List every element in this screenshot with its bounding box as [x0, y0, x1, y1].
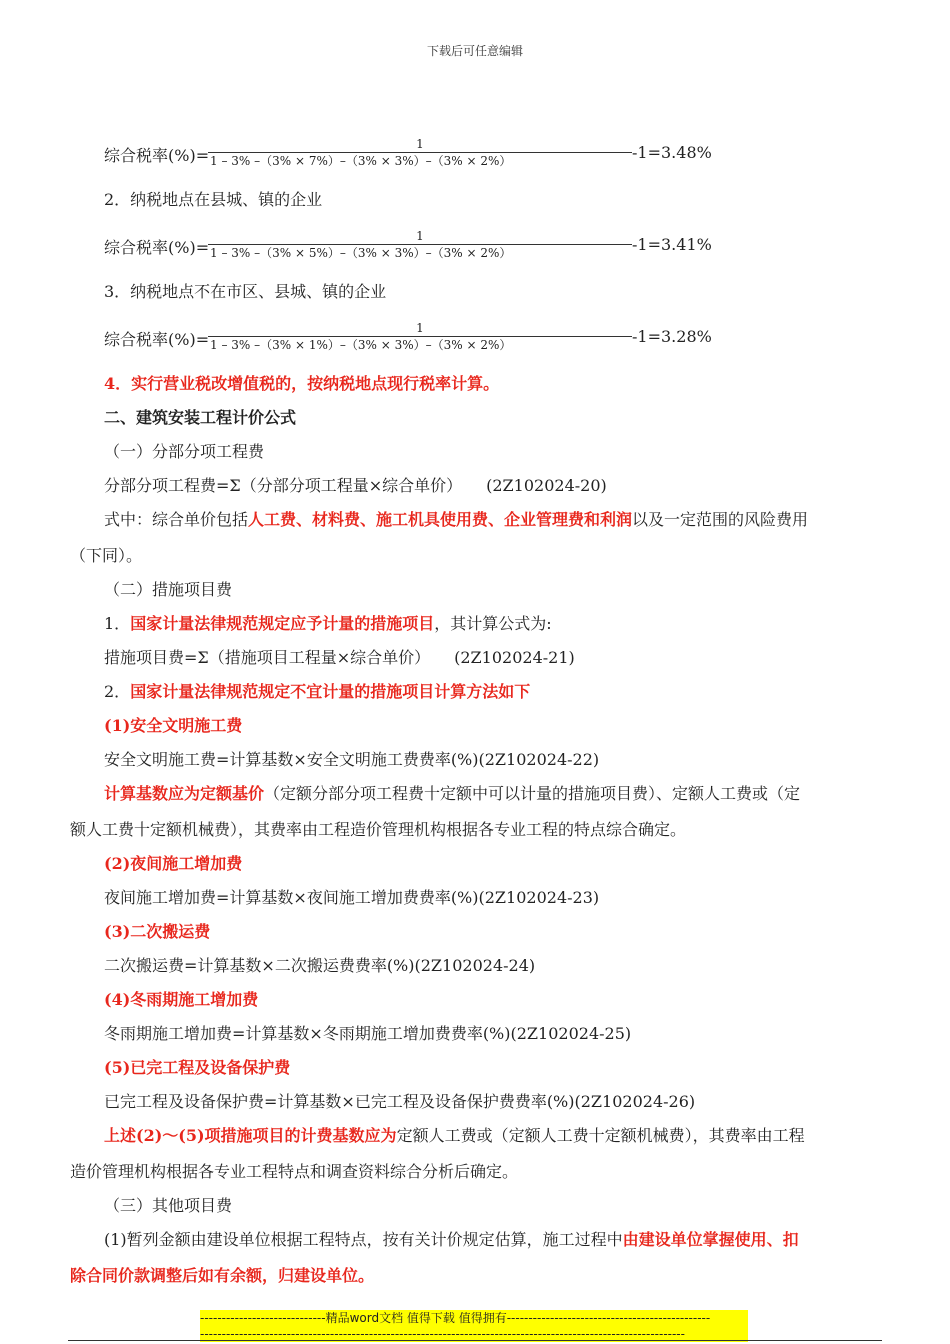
base-highlight: 计算基数应为定额基价 — [104, 784, 265, 803]
sub-item-2: (2)夜间施工增加费 — [104, 854, 243, 873]
summary-note — [104, 1126, 805, 1146]
note-highlight: 人工费、材料费、施工机具使用费、企业管理费和利润 — [248, 510, 633, 529]
fraction-numerator: 1 — [416, 321, 424, 335]
item-number: 2． — [104, 682, 131, 701]
formula-rhs: -1=3.48% — [632, 143, 712, 162]
other-item-1-cont: 除合同价款调整后如有余额，归建设单位。 — [70, 1266, 375, 1285]
measure-item-1 — [104, 614, 552, 634]
unit-price-note — [104, 510, 808, 530]
formula-23: 夜间施工增加费=计算基数×夜间施工增加费费率(%)(2Z102024-23) — [104, 888, 600, 907]
formula-lhs: 综合税率(%)= — [104, 146, 210, 165]
summary-highlight: 上述(2)～(5)项措施项目的计费基数应为 — [104, 1126, 397, 1145]
base-note — [104, 784, 800, 804]
summary-text: 定额人工费或（定额人工费十定额机械费），其费率由工程 — [396, 1126, 805, 1145]
fraction-denominator: 1 – 3% –（3% × 1%）–（3% × 3%）–（3% × 2%） — [210, 338, 512, 352]
item-highlight: 国家计量法律规范规定应予计量的措施项目 — [130, 614, 435, 633]
base-text: （定额分部分项工程费十定额中可以计量的措施项目费）、定额人工费或（定 — [264, 784, 801, 803]
formula-22: 安全文明施工费=计算基数×安全文明施工费费率(%)(2Z102024-22) — [104, 750, 600, 769]
note-text: 式中：综合单价包括 — [104, 510, 249, 529]
measure-item-2 — [104, 682, 530, 702]
fraction — [208, 320, 632, 353]
formula-20: 分部分项工程费=Σ（分部分项工程量×综合单价） (2Z102024-20) — [104, 476, 607, 495]
unit-price-note-cont: （下同）。 — [70, 546, 143, 565]
sub-item-5: (5)已完工程及设备保护费 — [104, 1058, 291, 1077]
summary-note-cont: 造价管理机构根据各专业工程特点和调查资料综合分析后确定。 — [70, 1162, 519, 1181]
subsection-1-heading: （一）分部分项工程费 — [104, 442, 265, 461]
fraction-numerator: 1 — [416, 137, 424, 151]
item-4: 4．实行营业税改增值税的，按纳税地点现行税率计算。 — [104, 374, 500, 393]
other-text: (1)暂列金额由建设单位根据工程特点，按有关计价规定估算，施工过程中 — [104, 1230, 623, 1249]
other-item-1 — [104, 1230, 799, 1250]
item-text: ，其计算公式为: — [434, 614, 552, 633]
fraction-denominator: 1 – 3% –（3% × 7%）–（3% × 3%）–（3% × 2%） — [210, 154, 512, 168]
formula-24: 二次搬运费=计算基数×二次搬运费费率(%)(2Z102024-24) — [104, 956, 536, 975]
formula-26: 已完工程及设备保护费=计算基数×已完工程及设备保护费费率(%)(2Z102024-26) — [104, 1092, 696, 1111]
footer-rule — [68, 1340, 882, 1341]
fraction-numerator: 1 — [416, 229, 424, 243]
item-highlight: 国家计量法律规范规定不宜计量的措施项目计算方法如下 — [130, 682, 531, 701]
sub-item-4: (4)冬雨期施工增加费 — [104, 990, 259, 1009]
note-text: 以及一定范围的风险费用 — [632, 510, 809, 529]
item-number: 1． — [104, 614, 131, 633]
page-header: 下载后可任意编辑 — [426, 44, 523, 58]
sub-item-1: (1)安全文明施工费 — [104, 716, 243, 735]
formula-rhs: -1=3.28% — [632, 327, 712, 346]
item-3: 3．纳税地点不在市区、县城、镇的企业 — [104, 282, 387, 301]
formula-25: 冬雨期施工增加费=计算基数×冬雨期施工增加费费率(%)(2Z102024-25) — [104, 1024, 632, 1043]
fraction-denominator: 1 – 3% –（3% × 5%）–（3% × 3%）–（3% × 2%） — [210, 246, 512, 260]
subsection-2-heading: （二）措施项目费 — [104, 580, 233, 599]
formula-lhs: 综合税率(%)= — [104, 238, 210, 257]
sub-item-3: (3)二次搬运费 — [104, 922, 211, 941]
fraction — [208, 228, 632, 261]
section-2-heading: 二、建筑安装工程计价公式 — [104, 408, 297, 427]
fraction — [208, 136, 632, 169]
footer-banner-line2: ---------------------------------------------------------------------------------------------------------------- — [200, 1326, 748, 1342]
formula-lhs: 综合税率(%)= — [104, 330, 210, 349]
formula-21: 措施项目费=Σ（措施项目工程量×综合单价） (2Z102024-21) — [104, 648, 575, 667]
other-highlight: 由建设单位掌握使用、扣 — [622, 1230, 799, 1249]
footer-banner: -----------------------------精品word文档 值得下载 值得拥有----------------------------------------------- — [200, 1310, 748, 1326]
base-note-cont: 额人工费十定额机械费），其费率由工程造价管理机构根据各专业工程的特点综合确定。 — [70, 820, 687, 839]
item-2: 2．纳税地点在县城、镇的企业 — [104, 190, 323, 209]
subsection-3-heading: （三）其他项目费 — [104, 1196, 233, 1215]
formula-rhs: -1=3.41% — [632, 235, 712, 254]
